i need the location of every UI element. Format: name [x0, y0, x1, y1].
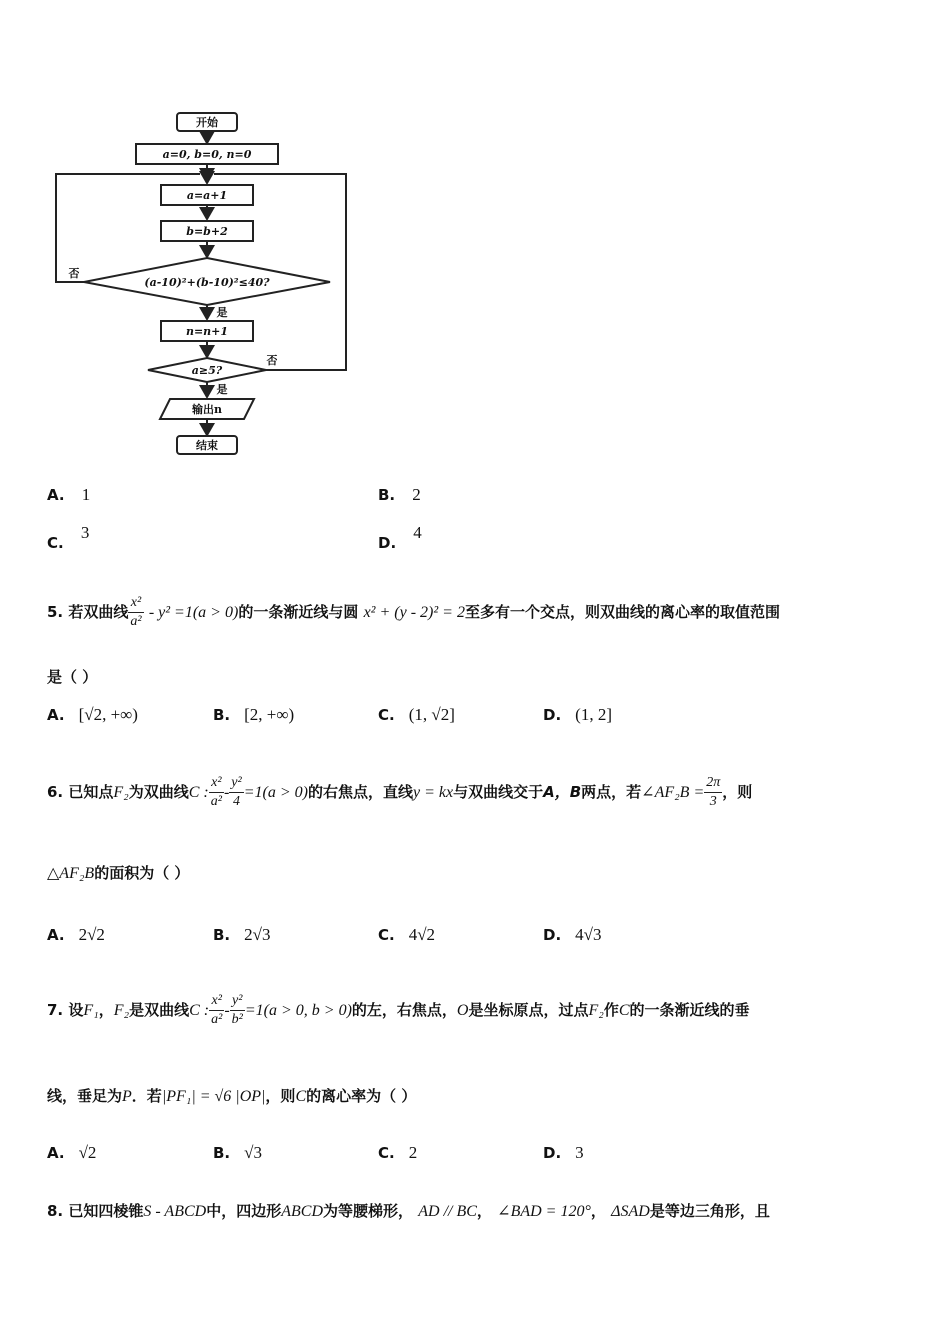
option-letter: B. [213, 926, 231, 944]
fraction-numerator: 2π [704, 774, 722, 793]
q8-comma-2: ， [590, 1202, 606, 1220]
q7-f1: F₁ [83, 1002, 99, 1019]
q5-option-a [47, 705, 138, 725]
q5-text-2: 的一条渐近线与圆 [238, 603, 359, 621]
q6-option-b [213, 925, 270, 945]
q8-text-2: 中，四边形 [206, 1202, 282, 1220]
q8-text-1: 已知四棱锥 [68, 1202, 144, 1220]
no-label-2: 否 [266, 354, 278, 367]
q5-option-c [378, 705, 455, 725]
q5-option-b [213, 705, 294, 725]
init-label: a=0, b=0, n=0 [162, 148, 252, 161]
q6-option-c [378, 925, 435, 945]
option-value: 2√2 [78, 925, 105, 944]
q5-text-3: 至多有一个交点，则双曲线的离心率的取值范围 [464, 603, 780, 621]
q7-c3: C [295, 1088, 307, 1105]
option-letter: D. [378, 534, 397, 552]
q6-minus: - [223, 784, 230, 801]
fraction-numerator: x² [209, 774, 224, 793]
q7-text-5: 作 [603, 1001, 619, 1019]
q6-fraction-a [209, 774, 224, 811]
question-number: 7. [47, 1001, 64, 1019]
q7-text-9: ，则 [265, 1087, 296, 1105]
q7-text-7: 线，垂足为 [47, 1087, 123, 1105]
q7-text-4: 是坐标原点，过点 [468, 1001, 589, 1019]
q6-text-7: 的面积为（ ） [94, 864, 190, 882]
q6-text-1: 已知点 [68, 783, 114, 801]
start-label: 开始 [196, 116, 218, 129]
option-letter: A. [47, 706, 65, 724]
q7-text-6: 的一条渐近线的垂 [629, 1001, 750, 1019]
fraction-denominator: b² [231, 1012, 243, 1027]
q8-parallel: AD // BC [418, 1203, 477, 1220]
q6-text-3: 的右焦点，直线 [307, 783, 413, 801]
q7-condition: |PF₁| = √6 |OP| [161, 1088, 266, 1105]
q7-text-3: 的左，右焦点， [351, 1001, 457, 1019]
q6-line-2 [47, 862, 189, 883]
option-value: 3 [80, 523, 90, 542]
q8-text-4: 是等边三角形，且 [649, 1202, 770, 1220]
q6-angle: ∠AF₂B = [641, 784, 705, 801]
option-letter: D. [543, 706, 562, 724]
q7-option-a [47, 1143, 96, 1163]
option-value: 4√2 [408, 925, 436, 944]
q7-text-8: ．若 [131, 1087, 162, 1105]
q5-stem [47, 590, 780, 635]
output-label: 输出n [192, 403, 222, 416]
option-letter: C. [378, 706, 395, 724]
option-value: 2 [412, 485, 421, 504]
question-number: 5. [47, 603, 64, 621]
option-value: 1 [81, 485, 91, 504]
q7-text-10: 的离心率为（ ） [306, 1087, 417, 1105]
q7-fraction-b [230, 992, 245, 1029]
option-value: [2, +∞) [244, 705, 295, 724]
q6-line: y = kx [412, 784, 454, 801]
q5-equation-rest: - y² =1(a > 0) [148, 604, 239, 621]
q7-f2: F₂ [113, 1002, 130, 1019]
q5-circle-equation: x² + (y - 2)² = 2 [363, 604, 465, 621]
q7-f2b: F₂ [588, 1002, 604, 1019]
fraction-numerator: x² [128, 594, 143, 613]
option-value: (1, √2] [408, 705, 455, 724]
flowchart [40, 105, 360, 465]
cond2-label: a≥5? [191, 364, 223, 377]
q7-minus: - [224, 1002, 230, 1019]
option-letter: C. [47, 534, 64, 552]
q6-triangle: △AF₂B [47, 865, 95, 882]
q6-fraction-b [229, 774, 243, 811]
q5-option-d [543, 705, 612, 725]
step-n-label: n=n+1 [185, 325, 229, 338]
option-value: 3 [575, 1143, 584, 1162]
fraction-numerator: x² [209, 992, 224, 1011]
option-value: √3 [244, 1143, 262, 1162]
q7-option-d [543, 1143, 584, 1163]
q4-option-c [47, 523, 90, 552]
q4-option-d [378, 523, 422, 552]
q5-text-4: 是（ ） [47, 668, 98, 686]
q6-text-6: ，则 [722, 783, 753, 801]
q8-text-3: 为等腰梯形， [323, 1202, 414, 1220]
step-a-label: a=a+1 [186, 189, 228, 202]
q7-stem [47, 988, 750, 1033]
q6-equation-rest: =1(a > 0) [243, 784, 308, 801]
q7-option-c [378, 1143, 417, 1163]
q6-text-2: 为双曲线 [128, 783, 189, 801]
fraction-denominator: 4 [232, 794, 240, 809]
yes-label-2: 是 [216, 383, 228, 396]
option-letter: A. [47, 486, 65, 504]
q7-option-b [213, 1143, 262, 1163]
option-letter: B. [378, 486, 396, 504]
q4-option-b [378, 485, 421, 505]
q7-comma: ， [98, 1001, 114, 1019]
q6-ab: A，B [543, 783, 582, 801]
q6-stem [47, 770, 752, 815]
q6-option-a [47, 925, 105, 945]
q8-pyramid: S - ABCD [143, 1203, 207, 1220]
fraction-denominator: a² [211, 1012, 223, 1027]
fraction-denominator: a² [210, 794, 222, 809]
q5-text-1: 若双曲线 [68, 603, 129, 621]
option-value: 2 [408, 1143, 418, 1162]
option-letter: D. [543, 926, 562, 944]
end-label: 结束 [196, 439, 218, 452]
q7-fraction-a [209, 992, 224, 1029]
q8-stem [47, 1196, 770, 1227]
q7-text-1: 设 [68, 1001, 84, 1019]
question-number: 8. [47, 1202, 64, 1220]
q8-quad: ABCD [281, 1203, 323, 1220]
q4-option-a [47, 485, 90, 505]
yes-label-1: 是 [216, 306, 228, 319]
q6-c: C : [188, 784, 209, 801]
fraction-denominator: 3 [709, 794, 717, 809]
cond1-label: (a-10)²+(b-10)²≤40? [144, 276, 270, 289]
q6-f2: F₂ [113, 784, 129, 801]
fraction-numerator: y² [230, 992, 245, 1011]
option-value: 4 [413, 523, 422, 542]
q7-line-2 [47, 1085, 416, 1106]
question-number: 6. [47, 783, 64, 801]
q7-o: O [456, 1002, 469, 1019]
option-value: (1, 2] [575, 705, 612, 724]
q8-comma-1: ， [476, 1202, 492, 1220]
q8-triangle: ΔSAD [611, 1203, 650, 1220]
option-letter: B. [213, 706, 231, 724]
q8-angle: ∠BAD = 120° [497, 1203, 591, 1220]
step-b-label: b=b+2 [186, 225, 228, 238]
q6-text-4: 与双曲线交于 [453, 783, 544, 801]
q7-p: P [122, 1088, 132, 1105]
q7-c: C : [189, 1002, 210, 1019]
q5-fraction [128, 594, 143, 631]
q7-text-2: 是双曲线 [129, 1001, 190, 1019]
option-letter: B. [213, 1144, 231, 1162]
option-value: 2√3 [244, 925, 271, 944]
option-value: √2 [78, 1143, 97, 1162]
q6-angle-fraction [704, 774, 722, 811]
option-value: 4√3 [575, 925, 602, 944]
fraction-denominator: a² [130, 614, 142, 629]
q6-option-d [543, 925, 602, 945]
no-label-1: 否 [68, 267, 80, 280]
option-letter: A. [47, 926, 65, 944]
option-letter: A. [47, 1144, 65, 1162]
fraction-numerator: y² [229, 774, 243, 793]
q6-text-5: 两点，若 [581, 783, 642, 801]
option-letter: D. [543, 1144, 562, 1162]
option-value: [√2, +∞) [78, 705, 138, 724]
q7-equation-rest: =1(a > 0, b > 0) [244, 1002, 352, 1019]
option-letter: C. [378, 1144, 395, 1162]
option-letter: C. [378, 926, 395, 944]
q7-c2: C [618, 1002, 630, 1019]
